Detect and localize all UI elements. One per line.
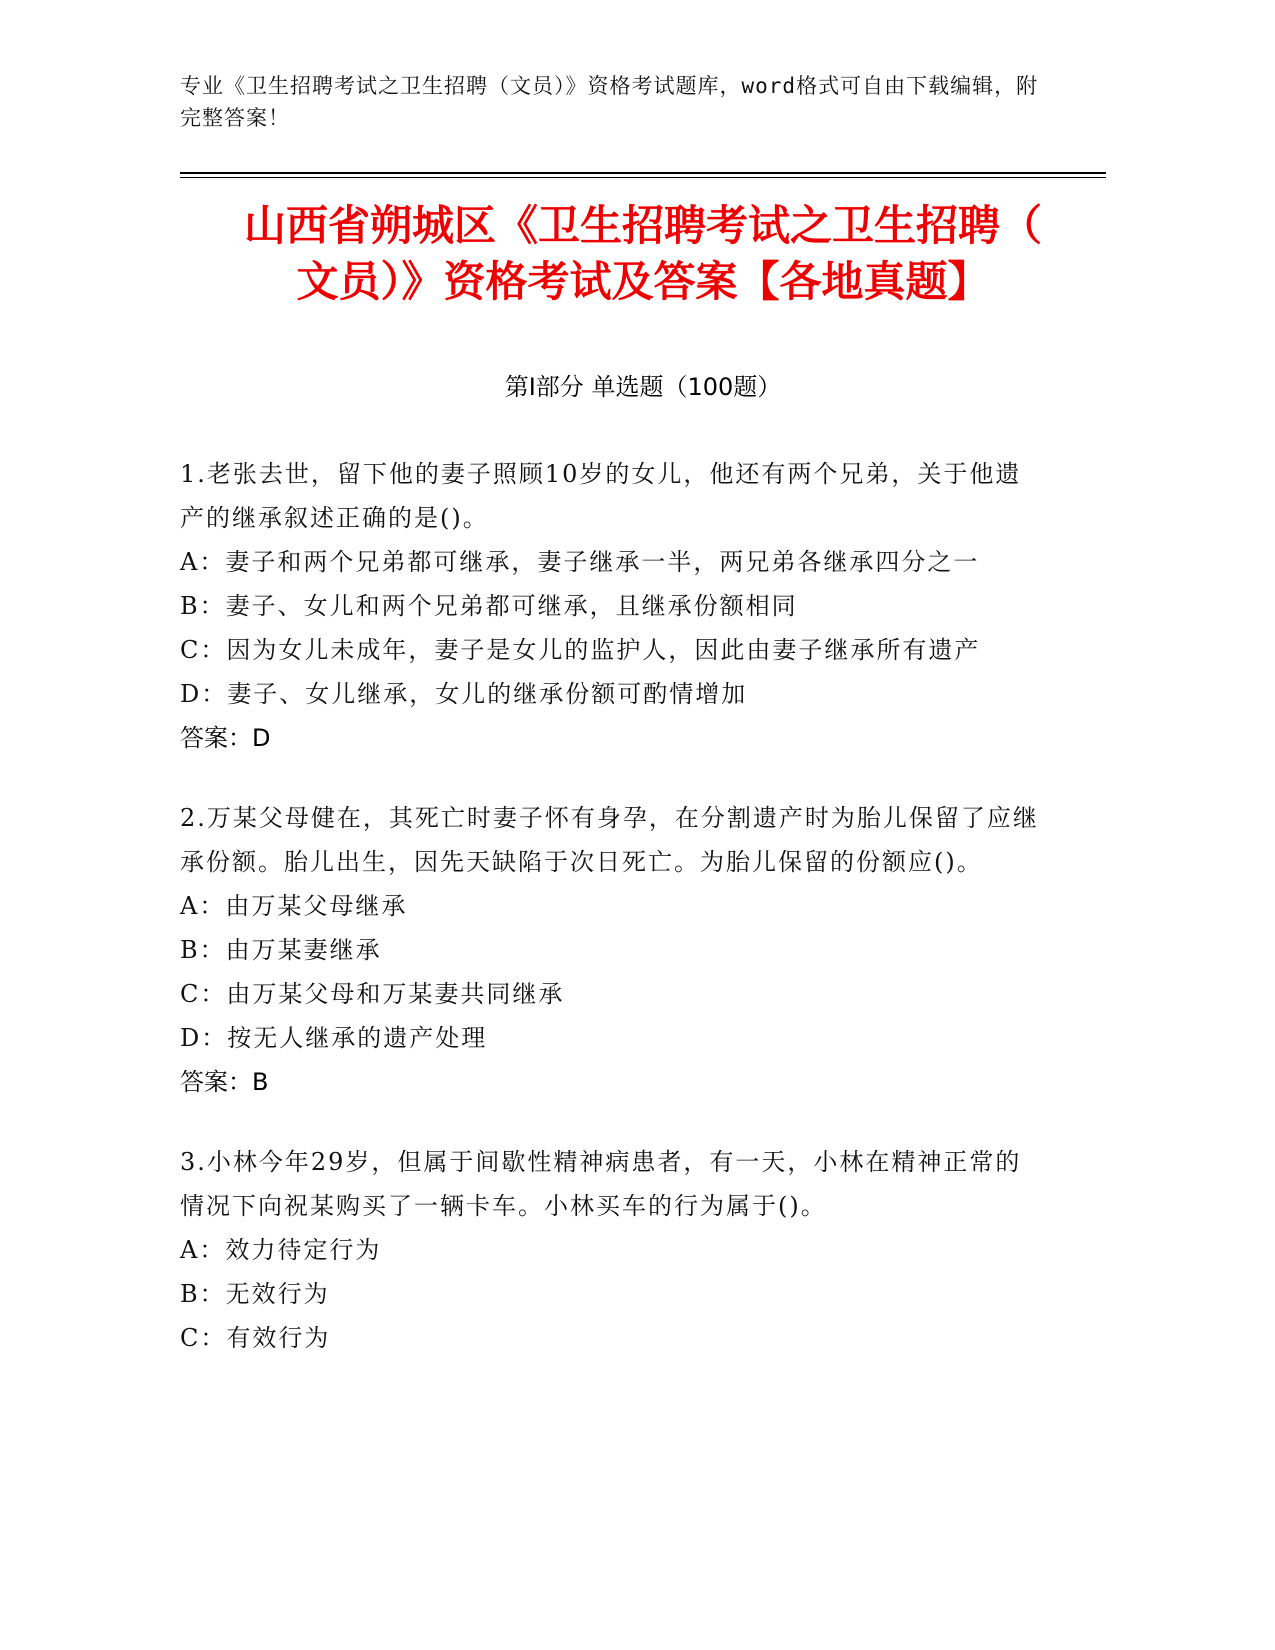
header-divider-thick bbox=[180, 172, 1106, 174]
document-header-note: 专业《卫生招聘考试之卫生招聘（文员）》资格考试题库，word格式可自由下载编辑，附完整答案！ bbox=[180, 74, 1039, 130]
question-stem: 3.小林今年29岁，但属于间歇性精神病患者，有一天，小林在精神正常的情况下向祝某购买了一辆卡车。小林买车的行为属于()。 bbox=[180, 1148, 1022, 1220]
question-1 bbox=[180, 452, 1040, 760]
option-c: C：有效行为 bbox=[180, 1324, 331, 1352]
option-a: A：由万某父母继承 bbox=[180, 892, 408, 920]
document-title bbox=[180, 198, 1106, 310]
section-title: 第Ⅰ部分 单选题（100题） bbox=[504, 373, 782, 401]
option-c: C：由万某父母和万某妻共同继承 bbox=[180, 980, 565, 1008]
answer-label: 答案：B bbox=[180, 1068, 269, 1096]
option-d: D：按无人继承的遗产处理 bbox=[180, 1024, 488, 1052]
option-b: B：妻子、女儿和两个兄弟都可继承，且继承份额相同 bbox=[180, 592, 798, 620]
option-a: A：效力待定行为 bbox=[180, 1236, 382, 1264]
option-b: B：由万某妻继承 bbox=[180, 936, 382, 964]
question-2 bbox=[180, 796, 1040, 1104]
question-list bbox=[180, 452, 1040, 1396]
answer-label: 答案：D bbox=[180, 724, 271, 752]
option-b: B：无效行为 bbox=[180, 1280, 330, 1308]
option-a: A：妻子和两个兄弟都可继承，妻子继承一半，两兄弟各继承四分之一 bbox=[180, 548, 980, 576]
option-c: C：因为女儿未成年，妻子是女儿的监护人，因此由妻子继承所有遗产 bbox=[180, 636, 981, 664]
document-title-line-2: 文员）》资格考试及答案【各地真题】 bbox=[296, 257, 990, 306]
header-divider-thin bbox=[180, 177, 1106, 178]
document-title-line-1: 山西省朔城区《卫生招聘考试之卫生招聘（ bbox=[243, 201, 1042, 250]
question-3 bbox=[180, 1140, 1040, 1360]
question-stem: 2.万某父母健在，其死亡时妻子怀有身孕，在分割遗产时为胎儿保留了应继承份额。胎儿出生，因先天缺陷于次日死亡。为胎儿保留的份额应()。 bbox=[180, 804, 1039, 876]
question-stem: 1.老张去世，留下他的妻子照顾10岁的女儿，他还有两个兄弟，关于他遗产的继承叙述正确的是()。 bbox=[180, 460, 1022, 532]
option-d: D：妻子、女儿继承，女儿的继承份额可酌情增加 bbox=[180, 680, 748, 708]
